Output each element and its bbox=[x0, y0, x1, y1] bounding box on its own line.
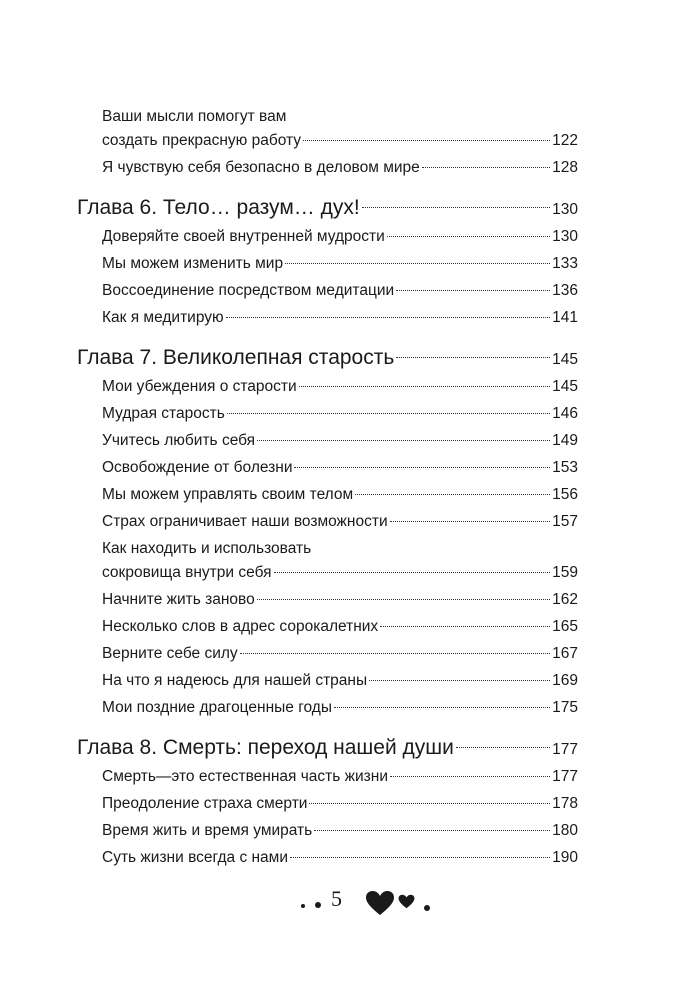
toc-chapter bbox=[77, 734, 578, 766]
toc-title: Несколько слов в адрес сорокалетних bbox=[102, 618, 379, 635]
page-ref: 153 bbox=[552, 459, 578, 476]
toc-title: Начните жить заново bbox=[102, 591, 255, 608]
page-ref: 177 bbox=[552, 741, 578, 758]
dot-leader bbox=[240, 652, 550, 654]
toc-title: Я чувствую себя безопасно в деловом мире bbox=[102, 159, 420, 176]
dot-leader bbox=[387, 235, 550, 237]
toc-title: Мы можем изменить мир bbox=[102, 255, 284, 272]
toc-entry bbox=[102, 820, 578, 847]
page-ref: 145 bbox=[552, 378, 578, 395]
toc-entry bbox=[102, 280, 578, 307]
dot-leader bbox=[257, 439, 550, 441]
dot-icon bbox=[301, 904, 305, 908]
page-ref: 149 bbox=[552, 432, 578, 449]
toc-title: Суть жизни всегда с нами bbox=[102, 849, 288, 866]
toc-chapter bbox=[77, 344, 578, 376]
dot-leader bbox=[334, 706, 550, 708]
chapter-spacer bbox=[0, 334, 686, 340]
page-ref: 130 bbox=[552, 228, 578, 245]
page-ref: 156 bbox=[552, 486, 578, 503]
toc-title: Время жить и время умирать bbox=[102, 822, 313, 839]
page-ref: 162 bbox=[552, 591, 578, 608]
toc-title: Мы можем управлять своим телом bbox=[102, 486, 354, 503]
toc-entry bbox=[102, 670, 578, 697]
toc-title: Мои поздние драгоценные годы bbox=[102, 699, 332, 716]
page-ref: 146 bbox=[552, 405, 578, 422]
chapter-spacer bbox=[0, 184, 686, 190]
dot-leader bbox=[290, 856, 550, 858]
toc-entry bbox=[102, 430, 578, 457]
toc-title: создать прекрасную работу bbox=[102, 132, 302, 149]
dot-leader bbox=[456, 746, 550, 748]
toc-entry bbox=[102, 253, 578, 280]
toc-entry bbox=[102, 511, 578, 538]
toc-entry bbox=[102, 847, 578, 874]
chapter-title: Глава 6. Тело… разум… дух! bbox=[77, 196, 360, 219]
dot-leader bbox=[285, 262, 550, 264]
dot-leader bbox=[390, 520, 551, 522]
toc-title-line: Ваши мысли помогут вам bbox=[102, 108, 287, 125]
page-ref: 141 bbox=[552, 309, 578, 326]
toc-entry bbox=[102, 484, 578, 511]
heart-icon bbox=[398, 894, 415, 909]
toc-entry bbox=[102, 643, 578, 670]
dot-leader bbox=[380, 625, 550, 627]
dot-leader bbox=[303, 139, 550, 141]
dot-leader bbox=[274, 571, 551, 573]
toc-title: Мои убеждения о старости bbox=[102, 378, 297, 395]
toc-entry bbox=[102, 106, 578, 157]
page-ref: 180 bbox=[552, 822, 578, 839]
toc-entry bbox=[102, 403, 578, 430]
dot-leader bbox=[257, 598, 550, 600]
dot-leader bbox=[314, 829, 550, 831]
dot-leader bbox=[396, 289, 550, 291]
toc-entry bbox=[102, 589, 578, 616]
table-of-contents bbox=[0, 106, 686, 874]
toc-title: Освобождение от болезни bbox=[102, 459, 293, 476]
dot-leader bbox=[309, 802, 550, 804]
toc-entry bbox=[102, 793, 578, 820]
dot-leader bbox=[390, 775, 550, 777]
heart-icon bbox=[365, 890, 395, 916]
page-number: 5 bbox=[331, 886, 342, 911]
dot-leader bbox=[369, 679, 550, 681]
chapter-title: Глава 8. Смерть: переход нашей души bbox=[77, 736, 454, 759]
dot-leader bbox=[226, 316, 550, 318]
page-ref: 133 bbox=[552, 255, 578, 272]
toc-title: Смерть—это естественная часть жизни bbox=[102, 768, 389, 785]
toc-entry bbox=[102, 376, 578, 403]
dot-leader bbox=[362, 206, 550, 208]
toc-entry bbox=[102, 616, 578, 643]
page-ref: 122 bbox=[552, 132, 578, 149]
dot-leader bbox=[396, 356, 550, 358]
chapter-title: Глава 7. Великолепная старость bbox=[77, 346, 395, 369]
toc-entry bbox=[102, 538, 578, 589]
page-ref: 136 bbox=[552, 282, 578, 299]
toc-title: Доверяйте своей внутренней мудрости bbox=[102, 228, 385, 245]
dot-leader bbox=[299, 385, 550, 387]
page-ref: 169 bbox=[552, 672, 578, 689]
page-ref: 177 bbox=[552, 768, 578, 785]
chapter-spacer bbox=[0, 724, 686, 730]
toc-title: Страх ограничивает наши возможности bbox=[102, 513, 388, 530]
dot-leader bbox=[422, 166, 550, 168]
toc-title: Преодоление страха смерти bbox=[102, 795, 308, 812]
toc-title-line: Как находить и использовать bbox=[102, 540, 312, 557]
toc-title: сокровища внутри себя bbox=[102, 564, 272, 581]
page-ref: 165 bbox=[552, 618, 578, 635]
toc-chapter bbox=[77, 194, 578, 226]
dot-icon bbox=[424, 905, 430, 911]
toc-entry bbox=[102, 457, 578, 484]
toc-entry bbox=[102, 226, 578, 253]
page-ref: 128 bbox=[552, 159, 578, 176]
toc-entry bbox=[102, 697, 578, 724]
dot-leader bbox=[294, 466, 550, 468]
page-ref: 157 bbox=[552, 513, 578, 530]
toc-title: На что я надеюсь для нашей страны bbox=[102, 672, 368, 689]
toc-title: Мудрая старость bbox=[102, 405, 225, 422]
toc-entry bbox=[102, 766, 578, 793]
page-ref: 130 bbox=[552, 201, 578, 218]
toc-entry bbox=[102, 157, 578, 184]
toc-entry bbox=[102, 307, 578, 334]
page-ref: 175 bbox=[552, 699, 578, 716]
dot-icon bbox=[315, 902, 321, 908]
page-ref: 159 bbox=[552, 564, 578, 581]
page-ref: 145 bbox=[552, 351, 578, 368]
page-footer bbox=[0, 884, 686, 924]
page-ref: 178 bbox=[552, 795, 578, 812]
page-ref: 190 bbox=[552, 849, 578, 866]
toc-title: Воссоединение посредством медитации bbox=[102, 282, 395, 299]
toc-title: Учитесь любить себя bbox=[102, 432, 256, 449]
toc-title: Верните себе силу bbox=[102, 645, 238, 662]
dot-leader bbox=[355, 493, 550, 495]
page-ref: 167 bbox=[552, 645, 578, 662]
toc-title: Как я медитирую bbox=[102, 309, 224, 326]
dot-leader bbox=[227, 412, 550, 414]
